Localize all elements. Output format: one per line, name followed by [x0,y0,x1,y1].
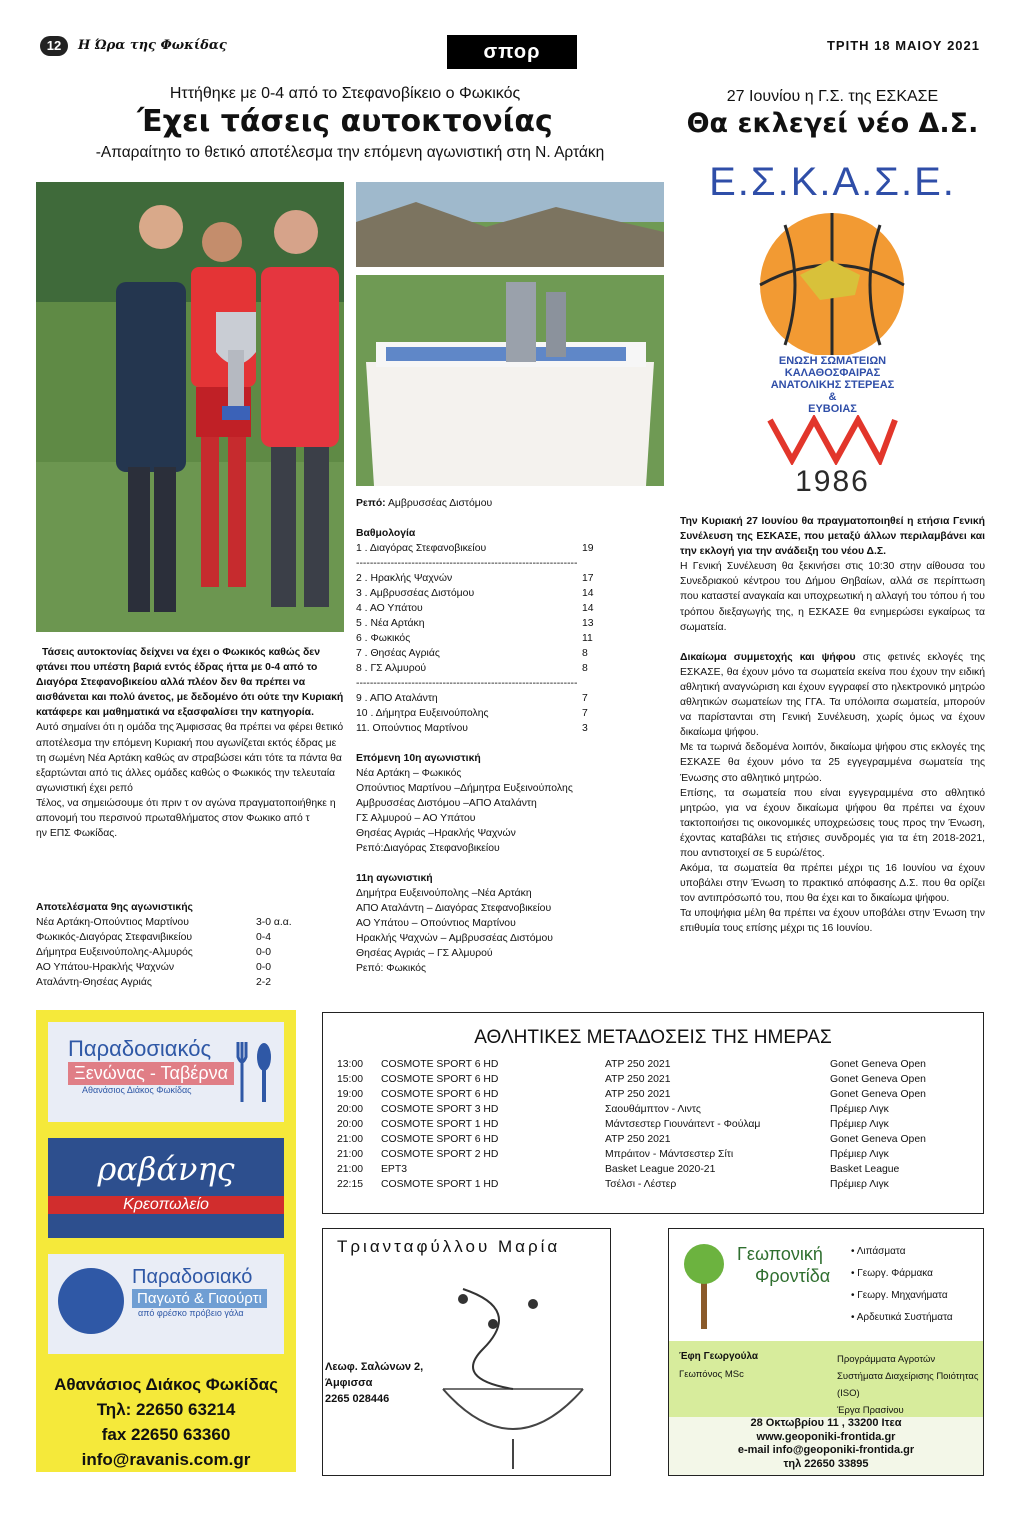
standing-row [356,586,596,601]
standing-pts: 11 [582,633,593,644]
tv-event: ATP 250 2021 [605,1059,671,1070]
result-match: Αταλάντη-Θησέας Αγριάς [36,977,152,988]
article2-p1: Η Γενική Συνέλευση θα ξεκινήσει στις 10:30 στην αίθουσα του Συνεδριακού κέντρου του Δήμου Θηβαίων, αλλά σε περίπτωση που καταστεί αναγκαία και υποχρεωτική η αλλαγή του τόπου ή του τρόπου διεξαγωγής της, η ΕΣΚΑΣΕ θα ενημερώσει εγκαίρως τα σωματεία. [680,561,985,633]
next-round-title: Επόμενη 10η αγωνιστική [356,753,481,764]
standing-team: 7 . Θησέας Αγριάς [356,648,440,659]
tv-event: Σαουθάμπτον - Λιντς [605,1104,701,1115]
separator: ---------------------------------------------------------------- [356,558,578,569]
article2-p2: στις φετινές εκλογές της ΕΣΚΑΣΕ, θα έχουν μόνο τα σωματεία εκείνα που έχουν την ειδική αθλητική αναγνώριση και έχουν εγγραφεί στο ηλεκτρονικό μητρώο αθλητικών σωματείων της ΓΓΑ. Τα υπόλοιπα σωματεία, μπορούν να παρίστανται στη Γενική Συνέλευση, χωρίς όμως να έχουν δικαίωμα ψήφου. [680,651,985,739]
result-row [36,930,306,945]
standing-team: 5 . Νέα Αρτάκη [356,618,425,629]
maria-tel: 2265 028446 [325,1393,390,1405]
music-glass-graphic [423,1269,603,1469]
standings-column [356,496,596,976]
ravanis-logo-icon [58,1268,124,1334]
article1-subhead: -Απαραίτητο το θετικό αποτέλεσμα την επόμενη αγωνιστική στη Ν. Αρτάκη [95,144,605,161]
standing-pts: 8 [582,648,588,659]
tv-row [337,1132,983,1147]
geo-service: Προγράμματα Αγροτών [837,1354,936,1365]
article2-kicker: 27 Ιουνίου η Γ.Σ. της ΕΣΚΑΣΕ [726,88,939,105]
tv-row [337,1117,983,1132]
tv-channel: COSMOTE SPORT 6 HD [381,1074,499,1085]
standing-row [356,616,596,631]
tv-channel: COSMOTE SPORT 6 HD [381,1089,499,1100]
article2-headline: Θα εκλεγεί νέο Δ.Σ. [686,108,979,139]
article2-p2-line [680,650,985,741]
ravanis-contact [36,1372,296,1472]
ravanis-brand: ραβάνης [97,1150,235,1188]
tv-comp: Gonet Geneva Open [830,1059,926,1070]
geo-contact [669,1417,983,1475]
ravanis-box3-small: από φρέσκο πρόβειο γάλα [138,1308,244,1318]
tv-comp: Gonet Geneva Open [830,1134,926,1145]
standing-team: 4 . ΑΟ Υπάτου [356,603,423,614]
ravanis-box-butcher [48,1138,284,1238]
award-photo-graphic [36,182,344,632]
maria-name: Τριανταφύλλου Μαρία [337,1237,561,1256]
round11-fixture: Θησέας Αγριάς – ΓΣ Αλμυρού [356,948,493,959]
article2-p6: Τα υποψήφια μέλη θα πρέπει να έχουν υποβάλει στην Ένωση την επιθυμία τους επίσης μέχρι τις 16 Ιουνίου. [680,908,985,935]
standing-row [356,646,596,661]
geo-email[interactable]: e-mail info@geoponiki-frontida.gr [737,1444,915,1456]
geo-item: • Αρδευτικά Συστήματα [851,1312,953,1323]
tv-channel: COSMOTE SPORT 1 HD [381,1119,499,1130]
eskase-logo-text2: ΚΑΛΑΘΟΣΦΑΙΡΑΣ [784,367,881,379]
tv-channel: COSMOTE SPORT 1 HD [381,1179,499,1190]
result-row [36,915,306,930]
standing-pts: 3 [582,723,588,734]
tv-time: 21:00 [337,1164,364,1175]
standing-row [356,661,596,676]
article2-p5: Ακόμα, τα σωματεία θα πρέπει μέχρι τις 16 Ιουνίου να έχουν υποβάλει στην Ένωση το πρακτικό απόφασης Δ.Σ. που θα ορίζει τον αντιπρόσωπό του, που θα έχει και το δικαίωμα ψήφου. [680,863,985,905]
article2-p4: Επίσης, τα σωματεία που είναι εγγεγραμμένα στο αθλητικό μητρώο, για να έχουν δικαίωμα ψήφου θα πρέπει να έχουν τακτοποιήσει τις οικονομικές υποχρεώσεις τους προς την Ένωση, έχοντας καταβάλει τις ετήσιες συνδρομές για τα έτη 2018-2021, που αντιστοιχεί σε 5 ευρώ/έτος. [680,787,985,859]
ravanis-box3-sub: Παγωτό & Γιαούρτι [132,1289,267,1308]
ravanis-box-tavern [48,1022,284,1122]
standing-row [356,601,596,616]
tree-icon [679,1239,729,1329]
eskase-logo [680,160,985,498]
tv-row [337,1087,983,1102]
round11-title: 11η αγωνιστική [356,873,433,884]
ravanis-box-dairy [48,1254,284,1354]
article2-p1-bold: Την Κυριακή 27 Ιουνίου θα πραγματοποιηθεί η ετήσια Γενική Συνέλευση της ΕΣΚΑΣΕ, που μεταξύ άλλων περιλαμβάνει και την εκλογή για την ανάδειξη του νέου Δ.Σ. [680,516,985,558]
tv-channel: COSMOTE SPORT 6 HD [381,1059,499,1070]
result-score: 0-0 [256,947,272,958]
ravanis-box1-sub: Ξενώνας - Ταβέρνα [68,1062,234,1085]
tv-event: Μάντσεστερ Γιουνάιτεντ - Φούλαμ [605,1119,761,1130]
standing-row [356,706,596,721]
tv-event: Basket League 2020-21 [605,1164,716,1175]
bye-line [356,496,596,511]
standing-pts: 7 [582,693,588,704]
geo-item: • Γεωργ. Μηχανήματα [851,1290,948,1301]
tv-comp: Gonet Geneva Open [830,1089,926,1100]
geo-addr: 28 Οκτωβρίου 11 , 33200 Ιτεα [750,1417,902,1429]
standing-team: 1 . Διαγόρας Στεφανοβικείου [356,543,487,554]
geo-service: Έργα Πρασίνου [837,1405,904,1416]
eskase-logo-year: 1986 [795,465,870,498]
result-row [36,975,306,990]
result-score: 3-0 α.α. [256,917,292,928]
geo-person: Έφη Γεωργούλα [679,1351,759,1362]
tv-row [337,1147,983,1162]
standing-team: 9 . ΑΠΟ Αταλάντη [356,693,438,704]
result-score: 0-4 [256,932,272,943]
maria-addr2: Άμφισσα [325,1377,373,1389]
standing-team: 3 . Αμβρυσσέας Διστόμου [356,588,475,599]
tv-channel: COSMOTE SPORT 2 HD [381,1149,499,1160]
geo-title1: Γεωπονική [737,1244,823,1264]
tv-channel: ΕΡΤ3 [381,1164,407,1175]
tv-comp: Πρέμιερ Λιγκ [830,1179,889,1190]
next-fixture: ΓΣ Αλμυρού – ΑΟ Υπάτου [356,813,476,824]
tv-row [337,1072,983,1087]
ravanis-box1-small: Αθανάσιος Διάκος Φωκίδας [82,1085,192,1095]
standing-team: 6 . Φωκικός [356,633,411,644]
next-fixture: Νέα Αρτάκη – Φωκικός [356,768,462,779]
article2-body [680,514,985,937]
round11-fixture: Δημήτρα Ευξεινούπολης –Νέα Αρτάκη [356,888,532,899]
standing-team: 10 . Δήμητρα Ευξεινούπολης [356,708,489,719]
paper-name: Η Ώρα της Φωκίδας [78,38,227,53]
geo-role: Γεωπόνος MSc [679,1369,744,1380]
result-match: Φωκικός-Διαγόρας Στεφανιβικείου [36,932,193,943]
standing-pts: 8 [582,663,588,674]
geo-services [837,1351,983,1419]
page-number: 12 [40,36,68,56]
ravanis-box2-sub: Κρεοπωλείο [48,1196,284,1214]
round11-fixture: ΑΠΟ Αταλάντη – Διαγόρας Στεφανοβικείου [356,903,552,914]
article1-kicker: Ηττήθηκε με 0-4 από το Στεφανοβίκειο ο Φωκικός [169,85,521,102]
result-match: Δήμητρα Ευξεινούπολης-Αλμυρός [36,947,193,958]
next-fixture: Οπούντιος Μαρτίνου –Δήμητρα Ευξεινούπολης [356,783,573,794]
standing-team: 2 . Ηρακλής Ψαχνών [356,573,453,584]
article1-p3b: ην ΕΠΣ Φωκίδας. [36,828,118,840]
geoponiki-ad [668,1228,984,1476]
tv-comp: Basket League [830,1164,900,1175]
tv-row [337,1102,983,1117]
tv-comp: Πρέμιερ Λιγκ [830,1104,889,1115]
geo-item: • Λιπάσματα [851,1246,906,1257]
tv-time: 21:00 [337,1134,364,1145]
geo-info-band [669,1341,983,1417]
article1-body [36,645,344,841]
results-table [36,900,306,990]
result-match: ΑΟ Υπάτου-Ηρακλής Ψαχνών [36,962,175,973]
result-score: 2-2 [256,977,272,988]
standing-row [356,721,596,736]
tv-schedule-title: ΑΘΛΗΤΙΚΕΣ ΜΕΤΑΔΟΣΕΙΣ ΤΗΣ ΗΜΕΡΑΣ [474,1027,832,1048]
ravanis-address: Αθανάσιος Διάκος Φωκίδας [54,1375,278,1394]
tv-time: 22:15 [337,1179,364,1190]
ravanis-box3-title: Παραδοσιακό [132,1266,253,1288]
cutlery-icon [236,1042,276,1102]
geo-items [851,1241,953,1329]
article1-p3: Τέλος, να σημειώσουμε ότι πριν τ ον αγώνα πραγματοποιήθηκε η απονομή του περσινού πρωταθλήματος στον Φωκικο από τ [36,797,336,825]
tv-time: 19:00 [337,1089,364,1100]
standing-team: 11. Οπούντιος Μαρτίνου [356,723,468,734]
tv-event: ATP 250 2021 [605,1074,671,1085]
tv-rows [323,1057,983,1192]
tv-time: 20:00 [337,1104,364,1115]
tv-event: ATP 250 2021 [605,1134,671,1145]
standing-pts: 14 [582,603,594,614]
tv-row [337,1177,983,1192]
article1-p1: Τάσεις αυτοκτονίας δείχνει να έχει ο Φωκικός καθώς δεν φτάνει που υπέστη βαριά εντός έδρας ήττα με 0-4 από το Διαγόρα Στεφανοβικείου αλλά πλέον δεν θα πρέπει να αισθάνεται και πολύ άνετος, με δεδομένο ότι ούτε την Κυριακή κατάφερε και μαθηματικά να εξασφαλίσει την κατηγορία. [36,647,344,719]
standings-title: Βαθμολογία [356,528,416,539]
section-label: σπορ [447,35,577,69]
standing-row [356,691,596,706]
maria-addr1: Λεωφ. Σαλώνων 2, [325,1361,424,1373]
result-match: Νέα Αρτάκη-Οπούντιος Μαρτίνου [36,917,189,928]
trophy-table-photo [356,182,664,486]
ravanis-fax: fax 22650 63360 [101,1425,231,1444]
tv-comp: Gonet Geneva Open [830,1074,926,1085]
tv-schedule [322,1012,984,1214]
maria-ad [322,1228,611,1476]
tv-row [337,1162,983,1177]
tv-time: 21:00 [337,1149,364,1160]
bye-team: Αμβρυσσέας Διστόμου [387,498,493,509]
separator: ---------------------------------------------------------------- [356,678,578,689]
basketball-graphic [680,205,985,355]
article1-headline: Έχει τάσεις αυτοκτονίας [137,104,553,139]
results-title: Αποτελέσματα 9ης αγωνιστικής [36,902,193,913]
result-row [36,960,306,975]
eskase-logo-text3: ΑΝΑΤΟΛΙΚΗΣ ΣΤΕΡΕΑΣ [770,379,895,391]
ravanis-ad [36,1010,296,1472]
tv-event: Μπράιτον - Μάντσεστερ Σίτι [605,1149,734,1160]
eskase-logo-text5: ΕΥΒΟΙΑΣ [808,403,857,415]
eskase-logo-text4: & [828,391,837,403]
issue-date: ΤΡΙΤΗ 18 ΜΑΙΟΥ 2021 [826,38,980,53]
standing-pts: 13 [582,618,594,629]
standing-row [356,571,596,586]
tv-channel: COSMOTE SPORT 3 HD [381,1104,499,1115]
award-photo [36,182,344,632]
ravanis-box1-title: Παραδοσιακός [68,1036,212,1061]
bye-label: Ρεπό: [356,498,386,509]
tv-comp: Πρέμιερ Λιγκ [830,1119,889,1130]
maria-contact [325,1359,423,1407]
geo-web[interactable]: www.geoponiki-frontida.gr [756,1430,896,1443]
round11-fixture: ΑΟ Υπάτου – Οπούντιος Μαρτίνου [356,918,516,929]
next-fixture: Ρεπό:Διαγόρας Στεφανοβικείου [356,843,500,854]
standing-pts: 7 [582,708,588,719]
eskase-logo-text1: ΕΝΩΣΗ ΣΩΜΑΤΕΙΩΝ [778,355,887,367]
tv-time: 15:00 [337,1074,364,1085]
next-fixture: Θησέας Αγριάς –Ηρακλής Ψαχνών [356,828,516,839]
ravanis-email: info@ravanis.com.gr [81,1450,251,1469]
tv-comp: Πρέμιερ Λιγκ [830,1149,889,1160]
basket-net-graphic [680,415,985,465]
ravanis-tel: Τηλ: 22650 63214 [96,1400,236,1419]
eskase-logo-title: Ε.Σ.Κ.Α.Σ.Ε. [709,160,956,204]
trophy-table-graphic [356,182,664,486]
standing-pts: 17 [582,573,594,584]
geo-service: Συστήματα Διαχείρισης Ποιότητας (ISO) [837,1371,979,1399]
geo-item: • Γεωργ. Φάρμακα [851,1268,933,1279]
round11-fixture: Ρεπό: Φωκικός [356,963,427,974]
geo-title2: Φροντίδα [755,1266,831,1286]
article1-p2: Αυτό σημαίνει ότι η ομάδα της Άμφισσας θα πρέπει να φέρει θετικό αποτέλεσμα την επόμενη Κυριακή που αγωνίζεται εκτός έδρας με τη σωμένη Νέα Αρτάκη καθώς αν στραβώσει κάτι τότε τα πάντα θα εξαρτώνται από τις άλλες ομάδες καθώς ο Φωκικός την τελευταία αγωνιστική έχει ρεπό [36,722,344,794]
standing-row [356,541,596,556]
article2-p2-bold: Δικαίωμα συμμετοχής και ψήφου [680,651,856,663]
tv-row [337,1057,983,1072]
standing-row [356,631,596,646]
geo-tel: τηλ 22650 33895 [783,1457,869,1470]
tv-time: 13:00 [337,1059,364,1070]
result-score: 0-0 [256,962,272,973]
standing-team: 8 . ΓΣ Αλμυρού [356,663,427,674]
standing-pts: 19 [582,543,594,554]
tv-event: ATP 250 2021 [605,1089,671,1100]
article2-p3: Με τα τωρινά δεδομένα λοιπόν, δικαίωμα ψήφου στις εκλογές της ΕΣΚΑΣΕ θα έχουν μόνο τα 25 εγγεγραμμένα σωματεία της Ένωσης στο αθλητικό μητρώο. [680,742,985,784]
result-row [36,945,306,960]
tv-event: Τσέλσι - Λέστερ [605,1179,677,1190]
tv-channel: COSMOTE SPORT 6 HD [381,1134,499,1145]
round11-fixture: Ηρακλής Ψαχνών – Αμβρυσσέας Διστόμου [356,933,553,944]
tv-time: 20:00 [337,1119,364,1130]
standing-pts: 14 [582,588,594,599]
next-fixture: Αμβρυσσέας Διστόμου –ΑΠΟ Αταλάντη [356,798,537,809]
geo-title [737,1243,830,1287]
